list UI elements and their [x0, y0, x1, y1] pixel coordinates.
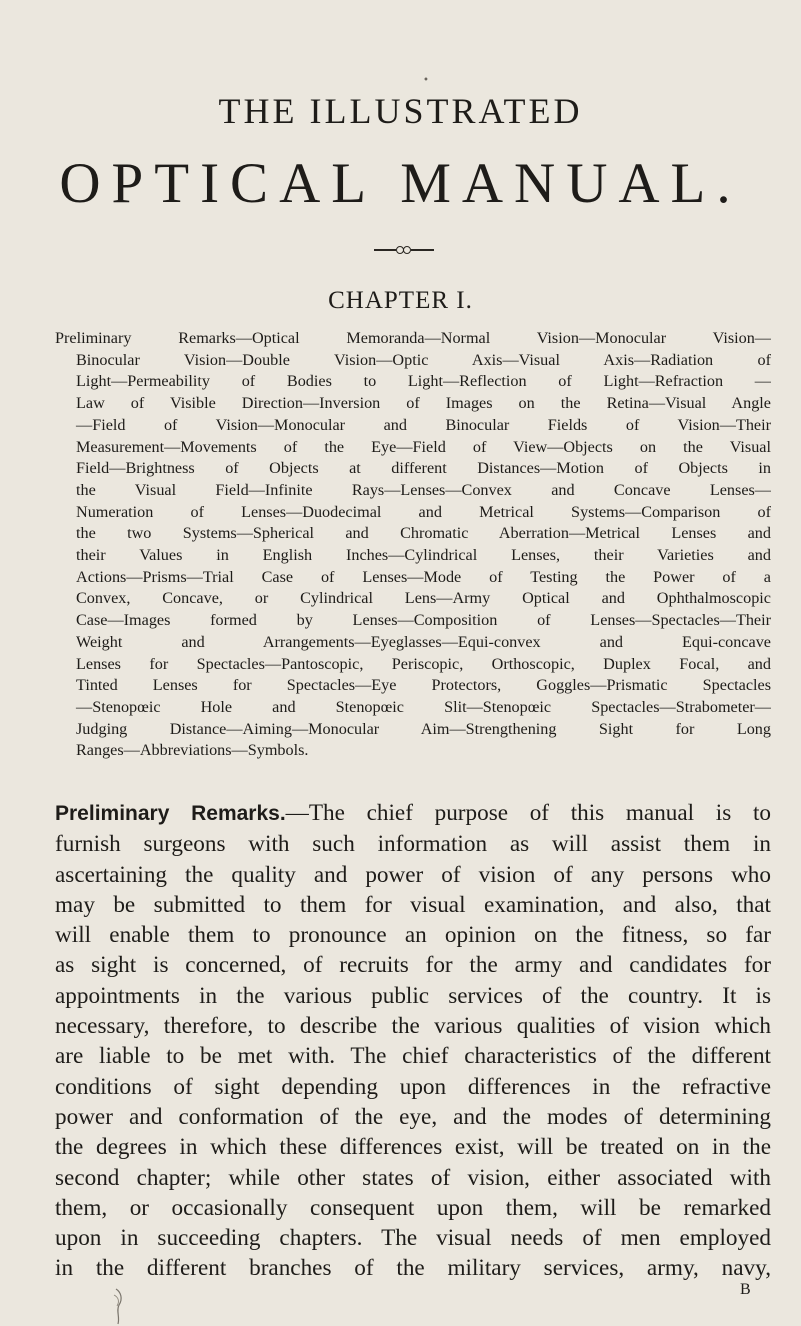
- body-paragraph: [55, 798, 771, 1284]
- body-line: the degrees in which these differences exist, will be treated on in the: [55, 1134, 771, 1161]
- synopsis-line: Numeration of Lenses—Duodecimal and Metrical Systems—Comparison of: [76, 502, 771, 521]
- body-line: appointments in the various public services of the country. It is: [55, 982, 771, 1009]
- synopsis-line: Judging Distance—Aiming—Monocular Aim—Strengthening Sight for Long: [76, 719, 771, 738]
- synopsis-line: Law of Visible Direction—Inversion of Images on the Retina—Visual Angle: [76, 394, 771, 413]
- synopsis-line: Preliminary Remarks—Optical Memoranda—Normal Vision—Monocular Vision—: [55, 329, 771, 347]
- chapter-heading: CHAPTER I.: [328, 287, 473, 314]
- chapter-synopsis: [55, 328, 771, 762]
- body-line: upon in succeeding chapters. The visual needs of men employed: [55, 1225, 771, 1252]
- synopsis-line: Measurement—Movements of the Eye—Field of View—Objects on the Visual: [76, 437, 771, 456]
- body-line: second chapter; while other states of vision, either associated with: [55, 1164, 771, 1191]
- body-line: will enable them to pronounce an opinion on the fitness, so far: [55, 922, 771, 949]
- synopsis-line: —Stenopœic Hole and Stenopœic Slit—Stenopœic Spectacles—Strabometer—: [76, 697, 771, 716]
- synopsis-line: Light—Permeability of Bodies to Light—Reflection of Light—Refraction —: [76, 372, 771, 391]
- title-ornament: [374, 245, 434, 255]
- signature-mark: B: [740, 1281, 751, 1298]
- synopsis-line: the Visual Field—Infinite Rays—Lenses—Convex and Concave Lenses—: [76, 480, 771, 499]
- book-pretitle: THE ILLUSTRATED: [218, 91, 583, 131]
- synopsis-line: Ranges—Abbreviations—Symbols.: [76, 741, 309, 760]
- synopsis-line: Convex, Concave, or Cylindrical Lens—Army Optical and Ophthalmoscopic: [76, 589, 771, 608]
- synopsis-line: Tinted Lenses for Spectacles—Eye Protectors, Goggles—Prismatic Spectacles: [76, 676, 771, 695]
- synopsis-line: Case—Images formed by Lenses—Composition of Lenses—Spectacles—Their: [76, 611, 771, 630]
- body-line: conditions of sight depending upon differences in the refractive: [55, 1073, 771, 1100]
- body-line: may be submitted to them for visual examination, and also, that: [55, 891, 771, 918]
- synopsis-line: Field—Brightness of Objects at different Distances—Motion of Objects in: [76, 459, 771, 478]
- synopsis-line: Actions—Prisms—Trial Case of Lenses—Mode of Testing the Power of a: [76, 567, 771, 586]
- body-line: in the different branches of the military services, army, navy,: [55, 1255, 771, 1282]
- synopsis-line: the two Systems—Spherical and Chromatic Aberration—Metrical Lenses and: [76, 524, 771, 543]
- ink-speck: •: [423, 75, 429, 86]
- synopsis-line: Binocular Vision—Double Vision—Optic Axis—Visual Axis—Radiation of: [76, 350, 771, 369]
- paragraph-lead: Preliminary Remarks.: [55, 802, 286, 825]
- book-title: OPTICAL MANUAL.: [59, 152, 742, 215]
- body-line-first: [55, 798, 771, 829]
- synopsis-line: —Field of Vision—Monocular and Binocular Fields of Vision—Their: [76, 415, 771, 434]
- body-line: power and conformation of the eye, and the modes of determining: [55, 1103, 771, 1130]
- body-line: are liable to be met with. The chief characteristics of the different: [55, 1043, 771, 1070]
- body-line: ascertaining the quality and power of vision of any persons who: [55, 861, 771, 888]
- body-line: necessary, therefore, to describe the various qualities of vision which: [55, 1013, 771, 1040]
- paragraph-lead-rest: —The chief purpose of this manual is to: [285, 800, 771, 826]
- synopsis-line: Lenses for Spectacles—Pantoscopic, Periscopic, Orthoscopic, Duplex Focal, and: [76, 654, 771, 673]
- synopsis-line: their Values in English Inches—Cylindrical Lenses, their Varieties and: [76, 546, 771, 565]
- pencil-mark-icon: [110, 1287, 130, 1325]
- body-line: furnish surgeons with such information as will assist them in: [55, 831, 771, 858]
- body-line: as sight is concerned, of recruits for the army and candidates for: [55, 952, 771, 979]
- body-line: them, or occasionally consequent upon them, will be remarked: [55, 1194, 771, 1221]
- synopsis-line: Weight and Arrangements—Eyeglasses—Equi-convex and Equi-concave: [76, 632, 771, 651]
